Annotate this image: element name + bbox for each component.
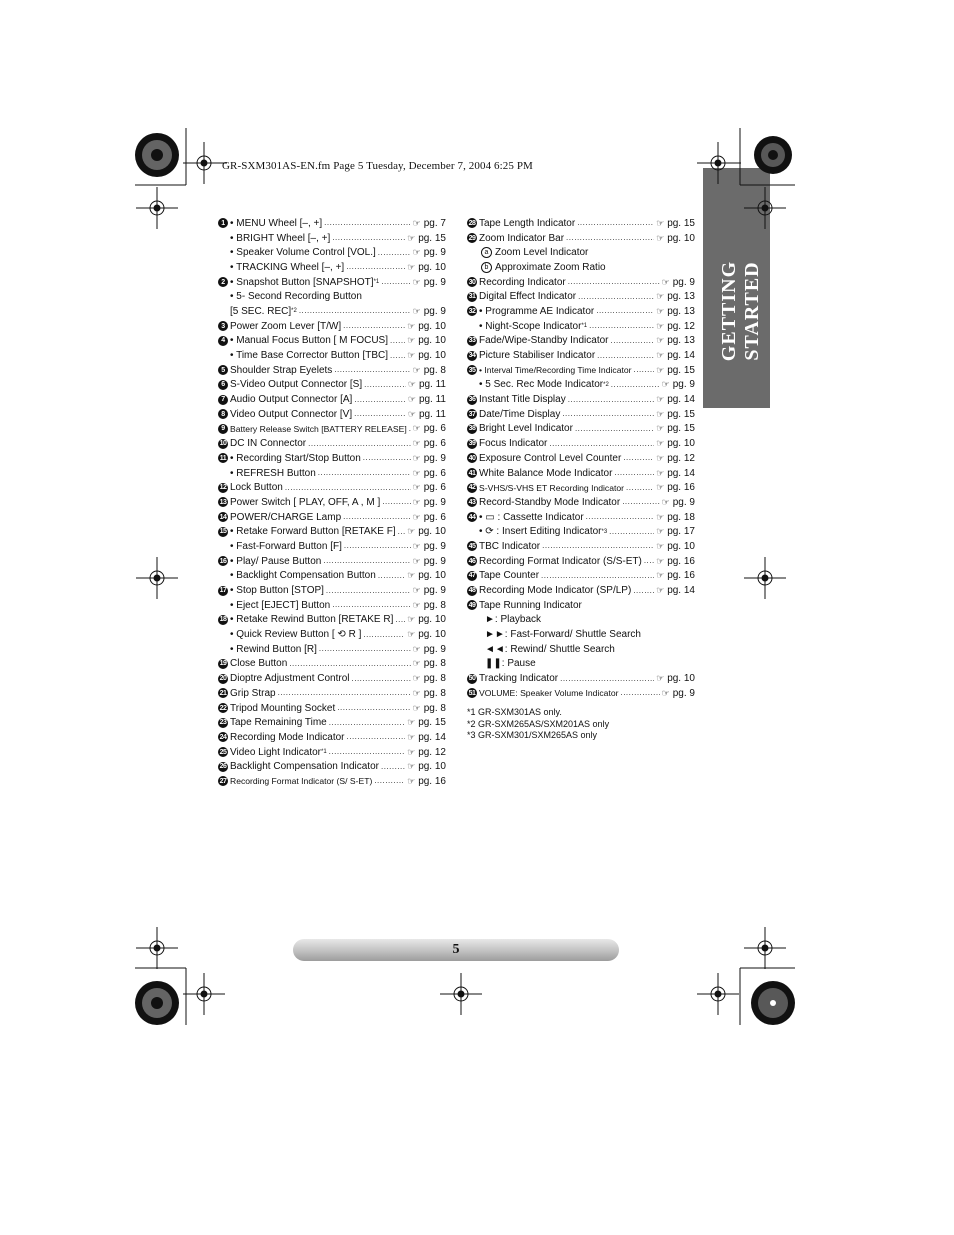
entry-label: Tape Remaining Time [230,717,327,729]
pointing-hand-icon: ☞ [412,540,421,551]
item-number-badge: 42 [468,484,476,492]
page-ref-text: pg. 16 [667,570,695,582]
page-ref-text: pg. 13 [667,305,695,317]
page-ref-text: pg. 15 [667,217,695,229]
pointing-hand-icon: ☞ [407,335,416,346]
entry-label: Approximate Zoom Ratio [495,261,606,273]
entry-label: Recording Indicator [479,276,566,288]
pointing-hand-icon: ☞ [656,320,665,331]
entry-label: • Speaker Volume Control [VOL.] [230,247,376,259]
pointing-hand-icon: ☞ [412,496,421,507]
pointing-hand-icon: ☞ [412,305,421,316]
registration-mark [697,973,739,1015]
entry-label: • ⟳ : Insert Editing Indicator [479,526,602,538]
entry-label: • Interval Time/Recording Time Indicator [479,365,632,376]
registration-mark [136,187,178,229]
starburst-target-bl [135,981,179,1025]
page-ref-text: pg. 10 [418,570,446,582]
item-number-badge: 27 [219,777,227,785]
item-number-badge: 20 [219,675,227,683]
entry-label: • Stop Button [STOP] [230,585,324,597]
item-number-badge: 4 [218,336,228,346]
pointing-hand-icon: ☞ [407,232,416,243]
registration-mark [183,973,225,1015]
item-number-badge: 15 [219,528,227,536]
item-number-badge: 50 [468,675,476,683]
entry-label: Tape Counter [479,570,540,582]
entry-label: S-VHS/S-VHS ET Recording Indicator [479,482,625,493]
item-number-badge: 46 [468,557,476,565]
pointing-hand-icon: ☞ [656,482,665,493]
pointing-hand-icon: ☞ [656,423,665,434]
entry-label: Tape Length Indicator [479,217,576,229]
pointing-hand-icon: ☞ [407,350,416,361]
entry-label: Tracking Indicator [479,673,559,685]
item-number-badge: 29 [468,234,476,242]
page-ref-text: pg. 9 [672,276,695,288]
page-ref-text: pg. 11 [418,394,446,406]
page-ref-text: pg. 8 [423,599,446,611]
page-ref-text: pg. 9 [423,276,446,288]
sub-letter-badge: a [481,247,492,258]
pointing-hand-icon: ☞ [407,320,416,331]
entry-label: Bright Level Indicator [479,423,573,435]
item-number-badge: 25 [219,748,227,756]
item-number-badge: 2 [218,277,228,287]
item-number-badge: 28 [468,219,476,227]
pointing-hand-icon: ☞ [656,438,665,449]
entry-label: • Rewind Button [R] [230,643,317,655]
pointing-hand-icon: ☞ [407,570,416,581]
entry-label: • Time Base Corrector Button [TBC] [230,350,388,362]
entry-label: Power Zoom Lever [T/W] [230,320,342,332]
pointing-hand-icon: ☞ [412,467,421,478]
entry-label: • TRACKING Wheel [–, +] [230,261,345,273]
page-ref-text: pg. 9 [423,305,446,317]
entry-label: • BRIGHT Wheel [–, +] [230,232,331,244]
page-ref-text: pg. 15 [667,364,695,376]
page-ref-text: pg. 6 [423,438,446,450]
pointing-hand-icon: ☞ [656,232,665,243]
pointing-hand-icon: ☞ [412,555,421,566]
pointing-hand-icon: ☞ [412,247,421,258]
item-number-badge: 37 [468,410,476,418]
item-number-badge: 41 [468,469,476,477]
registration-mark [744,187,786,229]
page-ref-text: pg. 9 [423,585,446,597]
entry-label: • REFRESH Button [230,467,316,479]
pointing-hand-icon: ☞ [412,438,421,449]
page-ref-text: pg. 9 [423,555,446,567]
entry-label: • ▭ : Cassette Indicator [479,511,584,523]
item-number-badge: 31 [468,293,476,301]
entry-label: [5 SEC. REC] [230,305,292,317]
entry-label: • Manual Focus Button [ M FOCUS] [230,335,388,347]
footnote-marker: *1 [321,749,327,756]
item-number-badge: 3 [218,321,228,331]
file-header: GR-SXM301AS-EN.fm Page 5 Tuesday, December 7, 2004 6:25 PM [222,160,533,172]
entry-label: POWER/CHARGE Lamp [230,511,342,523]
registration-mark [440,973,482,1015]
page-ref-text: pg. 10 [418,761,446,773]
entry-label: S-Video Output Connector [S] [230,379,363,391]
entry-label: ►: Playback [485,614,542,626]
item-number-badge: 36 [468,396,476,404]
page-ref-text: pg. 14 [667,585,695,597]
pointing-hand-icon: ☞ [656,555,665,566]
page-number: 5 [452,942,460,957]
page-ref-text: pg. 10 [418,526,446,538]
pointing-hand-icon: ☞ [412,599,421,610]
item-number-badge: 18 [219,616,227,624]
footnote: *2 GR-SXM265AS/SXM201AS only [467,718,610,729]
entry-label: Recording Format Indicator (S/ S-ET) [230,776,373,787]
page-ref-text: pg. 9 [423,643,446,655]
item-number-badge: 5 [218,365,228,375]
pointing-hand-icon: ☞ [407,408,416,419]
page-ref-text: pg. 10 [667,438,695,450]
page-ref-text: pg. 7 [423,217,446,229]
page-ref-text: pg. 9 [423,496,446,508]
pointing-hand-icon: ☞ [407,746,416,757]
registration-mark [697,142,741,184]
item-number-badge: 32 [468,307,476,315]
pointing-hand-icon: ☞ [412,276,421,287]
item-number-badge: 16 [219,557,227,565]
pointing-hand-icon: ☞ [412,217,421,228]
item-number-badge: 30 [468,278,476,286]
page-ref-text: pg. 16 [667,482,695,494]
pointing-hand-icon: ☞ [412,673,421,684]
entry-label: • Backlight Compensation Button [230,570,376,582]
pointing-hand-icon: ☞ [412,452,421,463]
page-ref-text: pg. 15 [418,232,446,244]
page-ref-text: pg. 12 [667,320,695,332]
item-number-badge: 13 [219,498,227,506]
page-ref-text: pg. 14 [418,731,446,743]
pointing-hand-icon: ☞ [407,394,416,405]
entry-label: Zoom Level Indicator [495,247,589,259]
entry-label: Lock Button [230,482,283,494]
page-ref-text: pg. 8 [423,687,446,699]
page-ref-text: pg. 10 [418,320,446,332]
entry-label: • Eject [EJECT] Button [230,599,331,611]
page-ref-text: pg. 8 [423,702,446,714]
entry-label: Backlight Compensation Indicator [230,761,379,773]
page-ref-text: pg. 16 [418,775,446,787]
item-number-badge: 43 [468,498,476,506]
starburst-target-tr [754,136,792,174]
pointing-hand-icon: ☞ [656,526,665,537]
item-number-badge: 23 [219,719,227,727]
pointing-hand-icon: ☞ [656,673,665,684]
entry-label: Recording Mode Indicator [230,731,345,743]
page-ref-text: pg. 11 [418,379,446,391]
pointing-hand-icon: ☞ [412,423,421,434]
page-ref-text: pg. 6 [423,423,446,435]
item-number-badge: 11 [219,454,227,462]
entry-label: Focus Indicator [479,438,548,450]
entry-label: Video Light Indicator [230,746,321,758]
page-ref-text: pg. 10 [418,614,446,626]
starburst-target-tl [135,133,179,177]
registration-mark [136,927,178,969]
item-number-badge: 34 [468,352,476,360]
entry-label: Tape Running Indicator [479,599,582,611]
footnote-marker: *2 [291,308,297,315]
entry-label: ◄◄: Rewind/ Shuttle Search [485,643,615,655]
pointing-hand-icon: ☞ [407,526,416,537]
item-number-badge: 44 [468,513,476,521]
entry-label: Recording Mode Indicator (SP/LP) [479,585,632,597]
page-ref-text: pg. 10 [667,540,695,552]
pointing-hand-icon: ☞ [407,379,416,390]
page-ref-text: pg. 10 [418,261,446,273]
pointing-hand-icon: ☞ [656,291,665,302]
registration-mark [136,557,178,599]
pointing-hand-icon: ☞ [412,585,421,596]
entry-label: Fade/Wipe-Standby Indicator [479,335,609,347]
entry-label: Battery Release Switch [BATTERY RELEASE] [230,423,407,434]
entry-label: • Programme AE Indicator [479,305,595,317]
entry-label: Close Button [230,658,288,670]
item-number-badge: 26 [219,763,227,771]
item-number-badge: 47 [468,572,476,580]
item-number-badge: 9 [218,424,228,434]
page-ref-text: pg. 10 [418,350,446,362]
page-ref-text: pg. 10 [418,629,446,641]
pointing-hand-icon: ☞ [656,452,665,463]
item-number-badge: 8 [218,409,228,419]
entry-label: Recording Format Indicator (S/S-ET) [479,555,642,567]
entry-label: ❚❚: Pause [485,658,536,670]
item-number-badge: 38 [468,425,476,433]
footnote-marker: *1 [373,279,380,286]
entry-label: Shoulder Strap Eyelets [230,364,333,376]
pointing-hand-icon: ☞ [412,658,421,669]
entry-label: • Quick Review Button [ ⟲ R ] [230,629,362,641]
page-ref-text: pg. 9 [423,540,446,552]
entry-label: • MENU Wheel [–, +] [230,217,323,229]
pointing-hand-icon: ☞ [407,614,416,625]
pointing-hand-icon: ☞ [661,687,670,698]
item-number-badge: 12 [219,484,227,492]
entry-label: • 5- Second Recording Button [230,291,362,303]
pointing-hand-icon: ☞ [412,687,421,698]
page-ref-text: pg. 15 [667,423,695,435]
entry-label: • Night-Scope Indicator [479,320,582,332]
page-ref-text: pg. 14 [667,394,695,406]
entry-label: Digital Effect Indicator [479,291,577,303]
item-number-badge: 48 [468,587,476,595]
entry-label: White Balance Mode Indicator [479,467,613,479]
pointing-hand-icon: ☞ [656,408,665,419]
footnote-marker: *3 [601,528,608,535]
entry-label: • Play/ Pause Button [230,555,322,567]
pointing-hand-icon: ☞ [661,276,670,287]
registration-mark [183,142,227,184]
item-number-badge: 17 [219,587,227,595]
item-number-badge: 51 [468,689,476,697]
footnote: *3 GR-SXM301/SXM265AS only [467,730,598,740]
page-ref-text: pg. 15 [667,408,695,420]
pointing-hand-icon: ☞ [412,482,421,493]
entry-label: Audio Output Connector [A] [230,394,353,406]
entry-label: Tripod Mounting Socket [230,702,336,714]
page-ref-text: pg. 9 [423,452,446,464]
entry-label: Picture Stabiliser Indicator [479,350,596,362]
pointing-hand-icon: ☞ [407,731,416,742]
pointing-hand-icon: ☞ [412,364,421,375]
entry-label: TBC Indicator [479,540,541,552]
sub-letter-badge: b [481,262,492,273]
pointing-hand-icon: ☞ [407,261,416,272]
entry-label: Exposure Control Level Counter [479,452,622,464]
pointing-hand-icon: ☞ [412,643,421,654]
page-ref-text: pg. 9 [672,379,695,391]
starburst-target-br [751,981,795,1025]
entry-label: Video Output Connector [V] [230,408,353,420]
item-number-badge: 35 [468,366,476,374]
page-ref-text: pg. 8 [423,364,446,376]
entry-label: • 5 Sec. Rec Mode Indicator [479,379,604,391]
entry-label: • Retake Rewind Button [RETAKE R] [230,614,394,626]
item-number-badge: 21 [219,689,227,697]
page-ref-text: pg. 15 [418,717,446,729]
entry-label: • Fast-Forward Button [F] [230,540,342,552]
page-ref-text: pg. 10 [667,673,695,685]
entry-label: Instant Title Display [479,394,566,406]
page-ref-text: pg. 8 [423,658,446,670]
pointing-hand-icon: ☞ [656,540,665,551]
page-ref-text: pg. 14 [667,467,695,479]
page-ref-text: pg. 9 [672,687,695,699]
pointing-hand-icon: ☞ [656,217,665,228]
item-number-badge: 39 [468,440,476,448]
item-number-badge: 10 [219,440,227,448]
entry-label: • Recording Start/Stop Button [230,452,361,464]
page-ref-text: pg. 8 [423,673,446,685]
page-ref-text: pg. 17 [667,526,695,538]
footnote-marker: *2 [603,381,609,388]
item-number-badge: 22 [219,704,227,712]
page-ref-text: pg. 16 [667,555,695,567]
pointing-hand-icon: ☞ [407,629,416,640]
item-number-badge: 40 [468,454,476,462]
item-number-badge: 33 [468,337,476,345]
item-number-badge: 49 [468,601,476,609]
entry-label: • Snapshot Button [SNAPSHOT] [230,276,374,288]
registration-mark [744,927,786,969]
pointing-hand-icon: ☞ [656,467,665,478]
page-ref-text: pg. 6 [423,482,446,494]
entry-label: Zoom Indicator Bar [479,232,565,244]
entry-label: Date/Time Display [479,408,561,420]
page-ref-text: pg. 13 [667,335,695,347]
registration-mark [744,557,786,599]
pointing-hand-icon: ☞ [661,379,670,390]
pointing-hand-icon: ☞ [407,761,416,772]
page-ref-text: pg. 14 [667,350,695,362]
pointing-hand-icon: ☞ [412,511,421,522]
pointing-hand-icon: ☞ [656,511,665,522]
entry-label: VOLUME: Speaker Volume Indicator [479,688,619,699]
footnote-marker: *1 [581,323,588,330]
pointing-hand-icon: ☞ [656,335,665,346]
entry-label: • Retake Forward Button [RETAKE F] [230,526,396,538]
item-number-badge: 7 [218,395,228,405]
pointing-hand-icon: ☞ [661,496,670,507]
page-ref-text: pg. 6 [423,511,446,523]
page-ref-text: pg. 11 [418,408,446,420]
entry-label: Record-Standby Mode Indicator [479,496,621,508]
pointing-hand-icon: ☞ [656,570,665,581]
page-ref-text: pg. 13 [667,291,695,303]
entry-label: Grip Strap [230,687,276,699]
page-ref-text: pg. 12 [667,452,695,464]
page-ref-text: pg. 10 [667,232,695,244]
item-number-badge: 1 [218,218,228,228]
entry-label: Dioptre Adjustment Control [230,673,350,685]
page-ref-text: pg. 6 [423,467,446,479]
pointing-hand-icon: ☞ [656,364,665,375]
item-number-badge: 24 [219,733,227,741]
pointing-hand-icon: ☞ [656,585,665,596]
page-ref-text: pg. 18 [667,511,695,523]
item-number-badge: 19 [219,660,227,668]
page-ref-text: pg. 9 [672,496,695,508]
pointing-hand-icon: ☞ [412,702,421,713]
pointing-hand-icon: ☞ [407,717,416,728]
item-number-badge: 14 [219,513,227,521]
pointing-hand-icon: ☞ [407,775,416,786]
pointing-hand-icon: ☞ [656,305,665,316]
page-ref-text: pg. 9 [423,247,446,259]
pointing-hand-icon: ☞ [656,350,665,361]
item-number-badge: 6 [218,380,228,390]
entry-label: Power Switch [ PLAY, OFF, A , M ] [230,496,381,508]
footnote: *1 GR-SXM301AS only. [467,707,562,717]
pointing-hand-icon: ☞ [656,394,665,405]
section-tab-label: GETTING STARTED [718,260,763,362]
item-number-badge: 45 [468,542,476,550]
entry-label: ►►: Fast-Forward/ Shuttle Search [485,629,641,641]
page-ref-text: pg. 12 [418,746,446,758]
entry-label: DC IN Connector [230,438,307,450]
page-ref-text: pg. 10 [418,335,446,347]
